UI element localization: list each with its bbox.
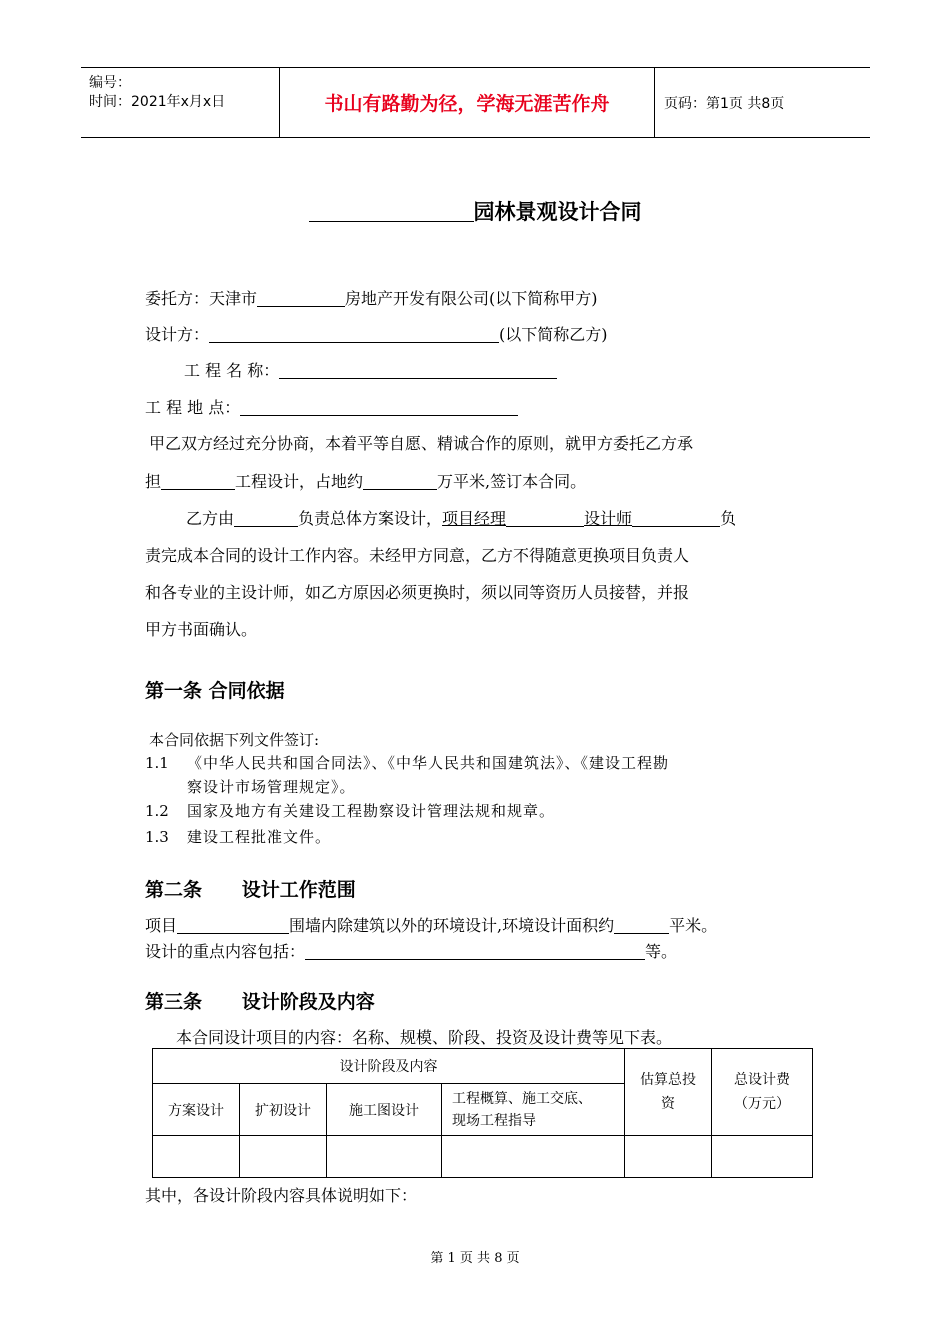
intro-p1-line1: 甲乙双方经过充分协商，本着平等自愿、精诚合作的原则，就甲方委托乙方承 bbox=[149, 434, 694, 453]
table-cell bbox=[442, 1136, 625, 1178]
table-sub-construction: 施工图设计 bbox=[327, 1084, 442, 1136]
table-group-header: 设计阶段及内容 bbox=[153, 1049, 625, 1084]
table-sub-budget: 工程概算、施工交底、 现场工程指导 bbox=[442, 1084, 625, 1136]
project-name-line: 工 程 名 称： bbox=[184, 358, 557, 381]
table-cell bbox=[712, 1136, 813, 1178]
intro-p2-line1: 乙方由 负责总体方案设计，项目经理 设计师 负 bbox=[186, 509, 737, 528]
section1-item-3: 1.3 建设工程批准文件。 bbox=[145, 828, 332, 846]
document-title bbox=[0, 196, 950, 226]
intro-p1-line2: 担 工程设计，占地约 万平米,签订本合同。 bbox=[145, 472, 587, 491]
project-location-line: 工 程 地 点： bbox=[145, 395, 518, 418]
intro-p2-line4: 甲方书面确认。 bbox=[145, 620, 258, 639]
title-blank bbox=[309, 200, 474, 222]
table-cell bbox=[153, 1136, 240, 1178]
header-page-cell bbox=[655, 68, 870, 137]
title-text: 园林景观设计合同 bbox=[473, 200, 642, 224]
section2-line2: 设计的重点内容包括： 等。 bbox=[145, 942, 678, 961]
table-sub-preliminary: 扩初设计 bbox=[240, 1084, 327, 1136]
section1-item-1: 1.1 《中华人民共和国合同法》、《中华人民共和国建筑法》、《建设工程勘 bbox=[145, 754, 670, 772]
document-time-label: 时间：2021年x月x日 bbox=[89, 94, 226, 110]
section2-heading: 第二条 设计工作范围 bbox=[145, 879, 356, 901]
table-sub-scheme: 方案设计 bbox=[153, 1084, 240, 1136]
header-motto-cell bbox=[280, 68, 655, 137]
section3-after: 其中，各设计阶段内容具体说明如下： bbox=[145, 1186, 418, 1205]
table-col-fee: 总设计费 （万元） bbox=[712, 1049, 813, 1136]
document-number-label: 编号： bbox=[89, 75, 131, 91]
designer-line: 设计方： (以下简称乙方) bbox=[145, 325, 608, 344]
section1-heading: 第一条 合同依据 bbox=[145, 680, 285, 702]
section1-item-2: 1.2 国家及地方有关建设工程勘察设计管理法规和规章。 bbox=[145, 802, 556, 820]
header-motto: 书山有路勤为径，学海无涯苦作舟 bbox=[324, 93, 610, 115]
intro-p2-line3: 和各专业的主设计师，如乙方原因必须更换时，须以同等资历人员接替，并报 bbox=[145, 583, 690, 602]
section1-lead: 本合同依据下列文件签订: bbox=[149, 731, 320, 749]
section3-heading: 第三条 设计阶段及内容 bbox=[145, 991, 375, 1013]
section1-item-1-cont: 察设计市场管理规定》。 bbox=[187, 778, 356, 796]
table-cell bbox=[240, 1136, 327, 1178]
document-header bbox=[81, 67, 870, 138]
header-left-cell bbox=[81, 68, 280, 137]
intro-p2-line2: 责完成本合同的设计工作内容。未经甲方同意，乙方不得随意更换项目负责人 bbox=[145, 546, 690, 565]
table-col-estimate: 估算总投 资 bbox=[625, 1049, 712, 1136]
table-cell bbox=[625, 1136, 712, 1178]
table-cell bbox=[327, 1136, 442, 1178]
page-footer: 第 1 页 共 8 页 bbox=[430, 1251, 520, 1266]
header-page-label: 页码：第1页 共8页 bbox=[664, 95, 785, 112]
client-line: 委托方：天津市 房地产开发有限公司(以下简称甲方) bbox=[145, 289, 598, 308]
section2-line1: 项目 围墙内除建筑以外的环境设计,环境设计面积约 平米。 bbox=[145, 916, 718, 935]
design-stage-table bbox=[152, 1048, 813, 1178]
section3-lead: 本合同设计项目的内容：名称、规模、阶段、投资及设计费等见下表。 bbox=[176, 1028, 673, 1047]
